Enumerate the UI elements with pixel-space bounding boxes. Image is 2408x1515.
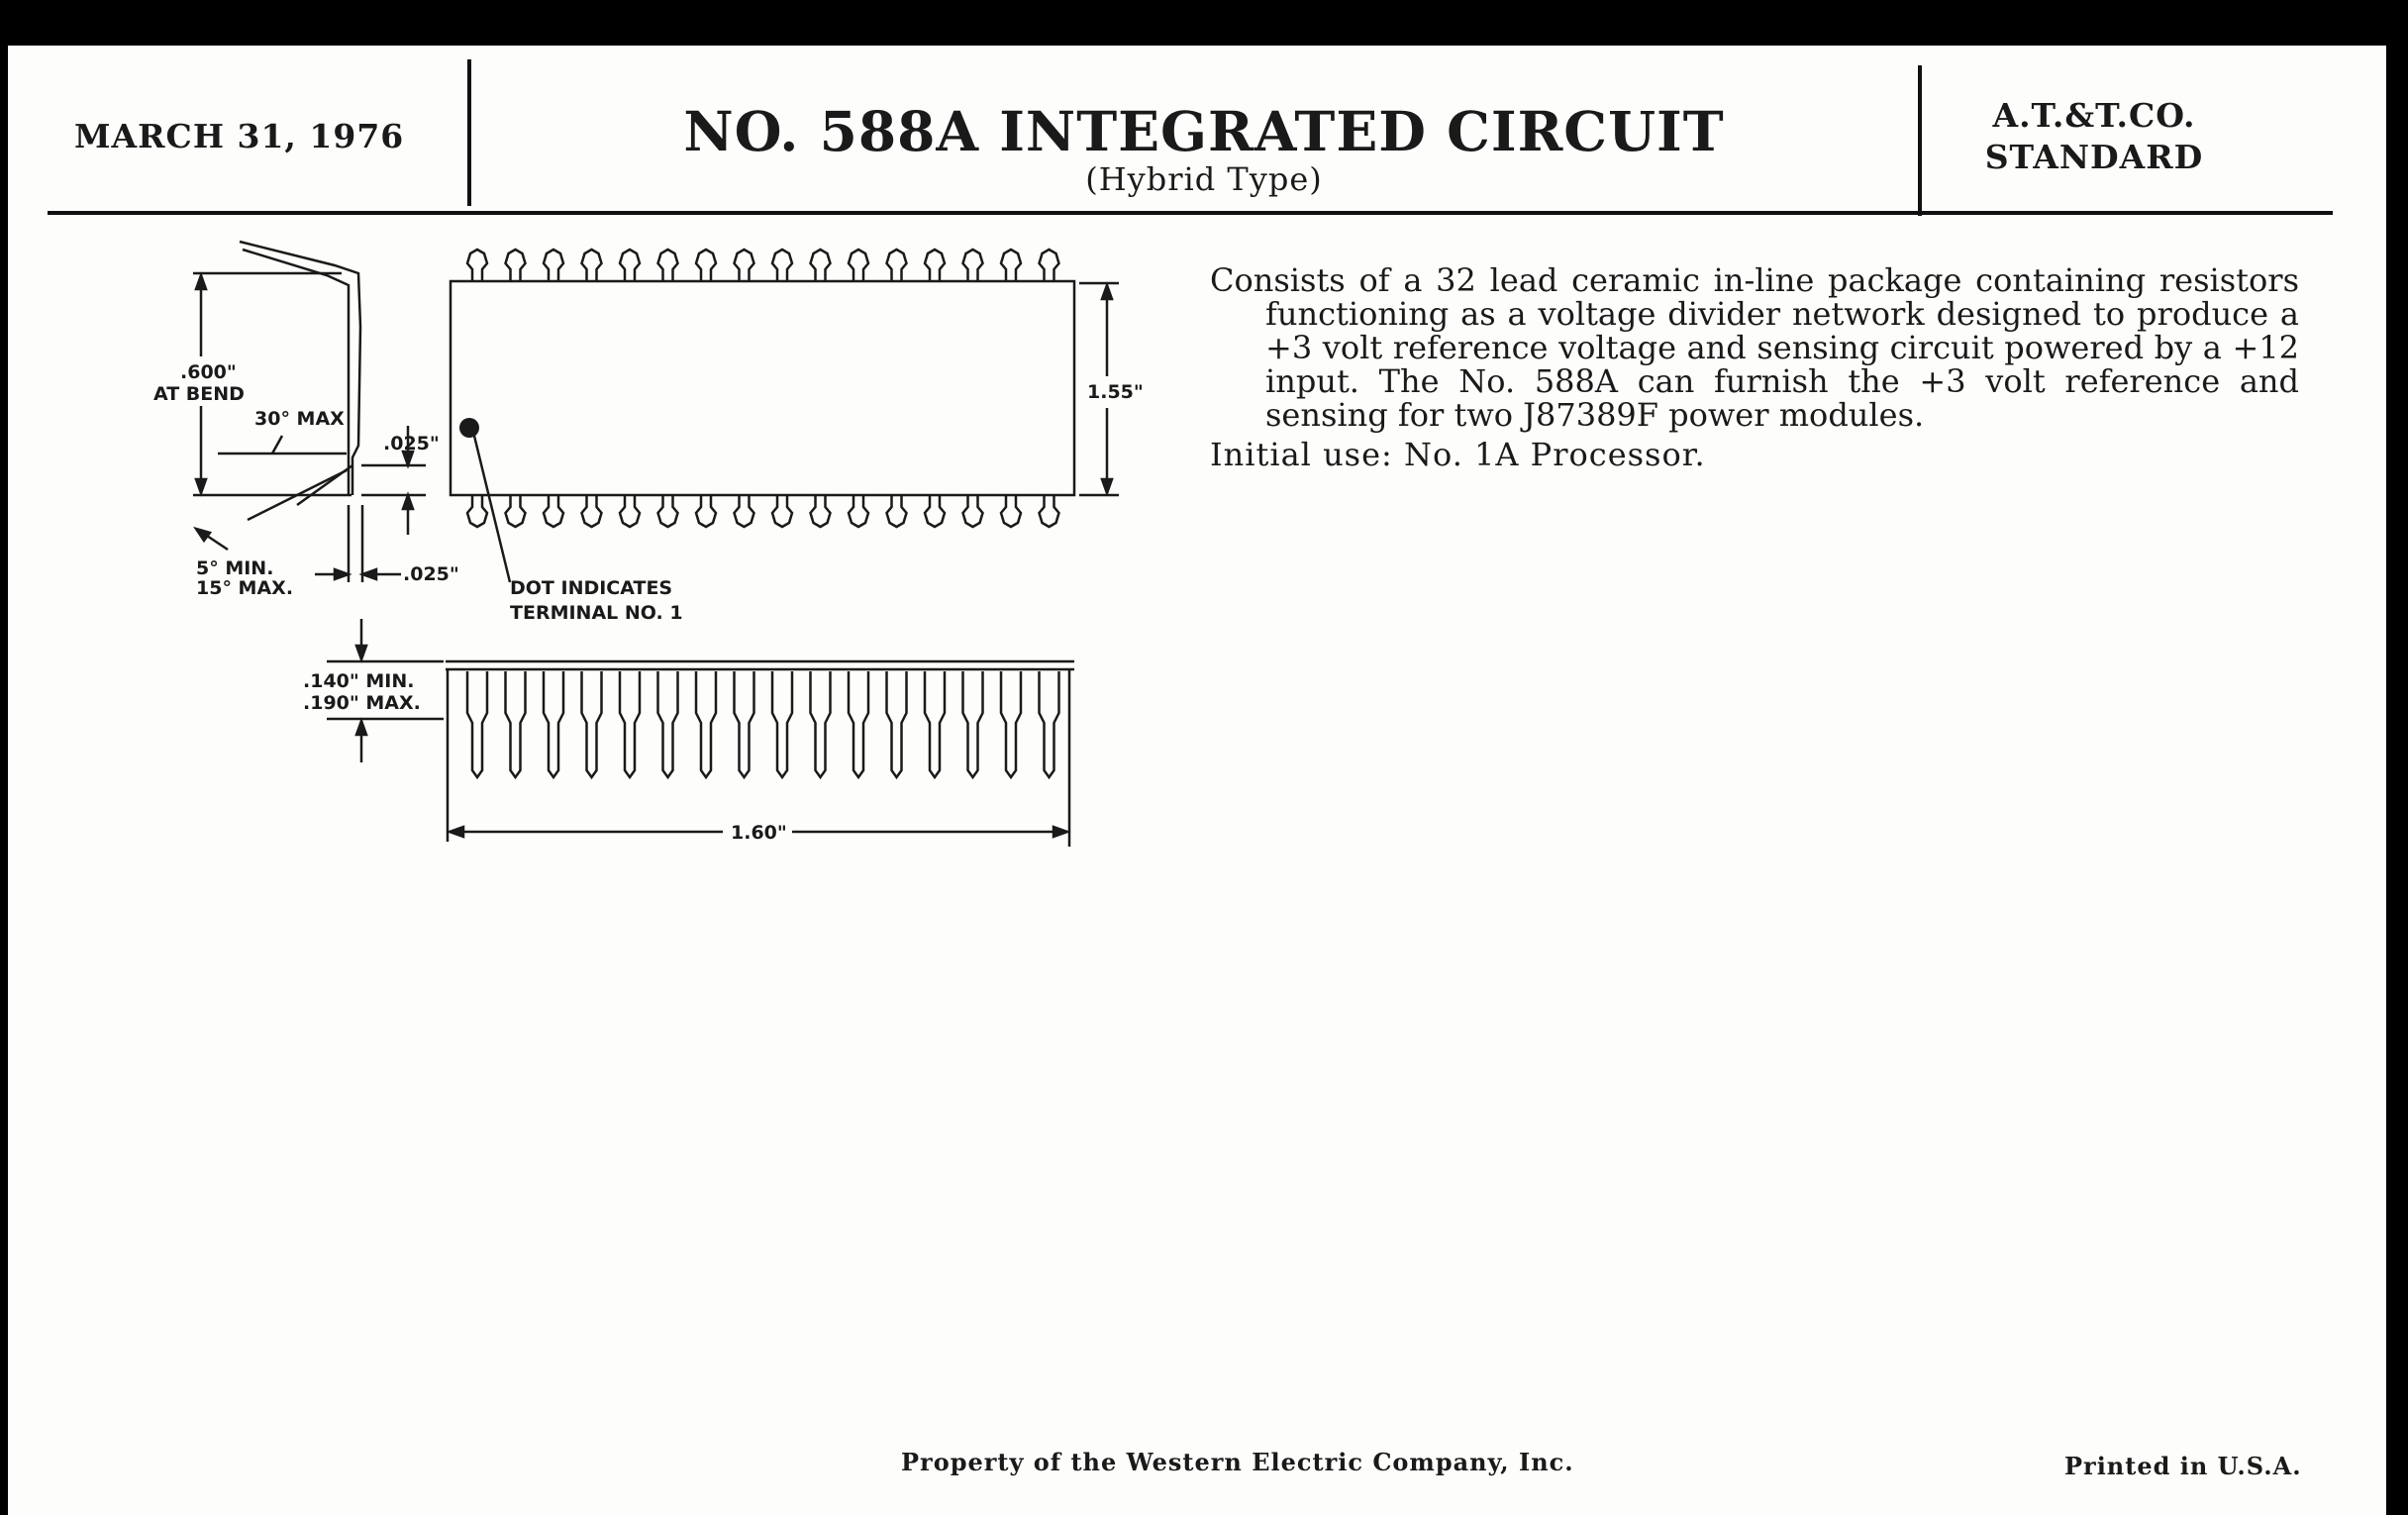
dim-155-label: 1.55": [1087, 381, 1144, 403]
lead-side: [467, 671, 487, 777]
lead-top: [467, 250, 487, 281]
dim-160-label: 1.60": [731, 822, 787, 844]
lead-side: [811, 671, 831, 777]
lead-top: [735, 250, 754, 281]
lead-bottom: [1001, 495, 1021, 527]
lead-side: [772, 671, 792, 777]
max-15-label: 15° MAX.: [196, 577, 294, 599]
lead-top: [1001, 250, 1021, 281]
lead-side: [887, 671, 907, 777]
lead-side: [582, 671, 602, 777]
pins-bottom-row: [467, 495, 1059, 527]
lead-bottom: [811, 495, 831, 527]
terminal-dot: [459, 418, 479, 438]
lead-top: [887, 250, 907, 281]
lead-top: [696, 250, 716, 281]
lead-side: [658, 671, 678, 777]
lead-bottom: [620, 495, 640, 527]
description-paragraph: Consists of a 32 lead ceramic in-line package containing resistors functioning as a voltage divider network designed to produce a +3 volt reference voltage and sensing circuit powered by a +12 input. The No. 588A can furnish the +3 volt reference and sensing for two J87389F power modules.: [1210, 261, 2299, 434]
lead-top: [658, 250, 678, 281]
lead-side: [849, 671, 868, 777]
lead-side: [963, 671, 983, 777]
lead-bottom: [849, 495, 868, 527]
dim-025-top-label: .025": [383, 433, 440, 454]
description: [1210, 263, 2299, 471]
lead-bottom: [582, 495, 602, 527]
lead-side: [735, 671, 754, 777]
lead-top: [1040, 250, 1059, 281]
page-title: NO. 588A INTEGRATED CIRCUIT: [683, 99, 1725, 163]
initial-use: Initial use: No. 1A Processor.: [1210, 436, 1706, 473]
lead-top: [544, 250, 563, 281]
dot-label-line1: DOT INDICATES: [510, 577, 673, 599]
lead-side: [544, 671, 563, 777]
lead-bottom: [658, 495, 678, 527]
lead-bottom: [772, 495, 792, 527]
lead-side: [620, 671, 640, 777]
pins-top-row: [467, 250, 1059, 281]
lead-bottom: [735, 495, 754, 527]
dim-140-label: .140" MIN.: [303, 670, 415, 692]
footer-property: Property of the Western Electric Company, Inc.: [901, 1448, 1574, 1476]
lead-bottom: [963, 495, 983, 527]
lead-side: [696, 671, 716, 777]
org-line-2: STANDARD: [1984, 138, 2204, 176]
lead-top: [849, 250, 868, 281]
lead-top: [772, 250, 792, 281]
issue-date: MARCH 31, 1976: [74, 117, 405, 155]
lead-bottom: [887, 495, 907, 527]
dim-025-bottom-label: .025": [403, 563, 459, 585]
lead-side: [1001, 671, 1021, 777]
lead-top: [582, 250, 602, 281]
dot-label-line2: TERMINAL NO. 1: [510, 602, 683, 624]
lead-bottom: [467, 495, 487, 527]
lead-side: [925, 671, 945, 777]
dim-190-label: .190" MAX.: [303, 692, 421, 714]
lead-top: [925, 250, 945, 281]
dim-600-label: .600": [180, 361, 237, 383]
lead-bottom: [544, 495, 563, 527]
max-30-label: 30° MAX: [254, 408, 345, 430]
page-subtitle: (Hybrid Type): [1085, 160, 1323, 198]
lead-bottom: [696, 495, 716, 527]
lead-bottom: [925, 495, 945, 527]
pins-side-view: [467, 671, 1059, 777]
lead-top: [811, 250, 831, 281]
org-line-1: A.T.&T.CO.: [1992, 96, 2196, 135]
lead-bottom: [1040, 495, 1059, 527]
lead-top: [620, 250, 640, 281]
lead-side: [506, 671, 526, 777]
lead-top: [963, 250, 983, 281]
lead-top: [506, 250, 526, 281]
footer-printed: Printed in U.S.A.: [2064, 1452, 2302, 1480]
lead-bottom: [506, 495, 526, 527]
min-5-label: 5° MIN.: [196, 557, 274, 579]
lead-side: [1040, 671, 1059, 777]
at-bend-label: AT BEND: [153, 383, 245, 405]
